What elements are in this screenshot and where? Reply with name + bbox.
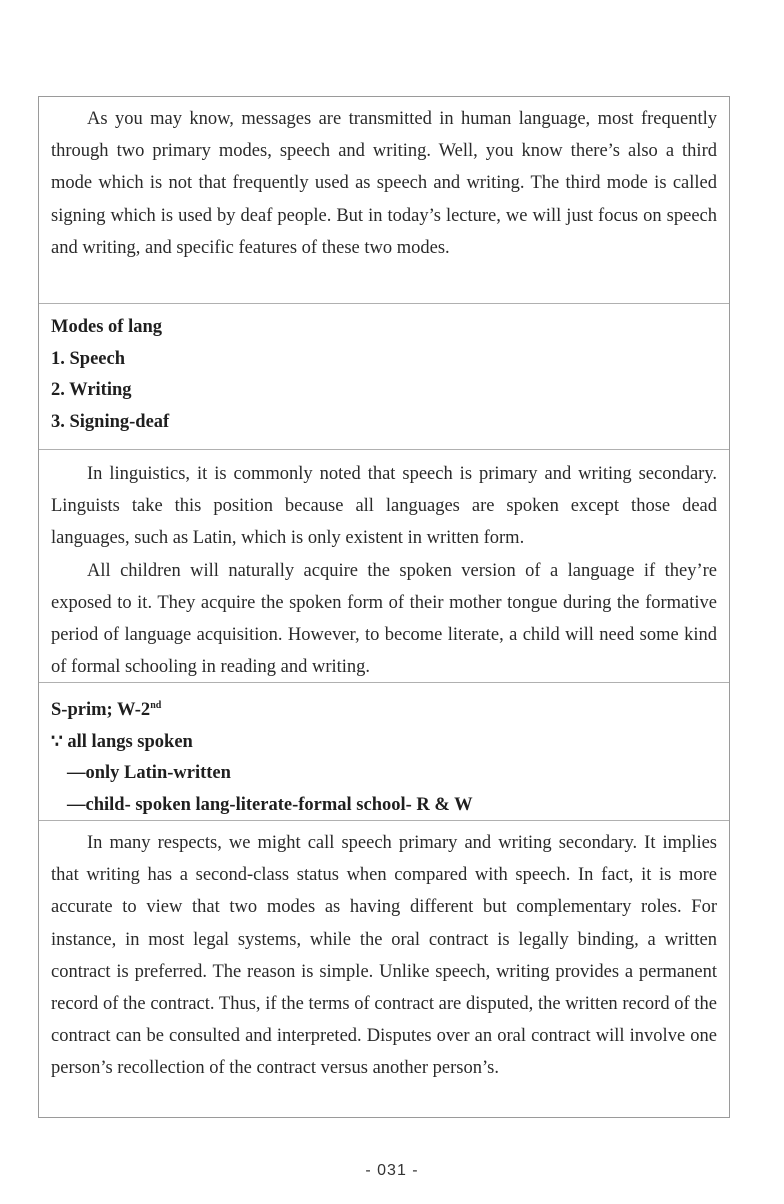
- lecture-paragraph-block-3: [39, 820, 729, 1117]
- notes-block-1: [39, 303, 729, 449]
- notes-table: [38, 96, 730, 1118]
- note-line: 1. Speech: [51, 348, 125, 369]
- paragraph: As you may know, messages are transmitted in human language, most frequently through two primary modes, speech and writing. Well, you know there’s also a third mode which is not that frequently used as speech and writing. The third mode is called signing which is used by deaf people. But in today’s lecture, we will just focus on speech and writing, and specific features of these two modes.: [51, 109, 717, 258]
- note-line: Modes of lang: [51, 317, 162, 337]
- note-line: ∵ all langs spoken: [51, 731, 193, 752]
- page-number: - 031 -: [365, 1162, 419, 1179]
- note-line: —child- spoken lang-literate-formal school- R & W: [67, 794, 473, 815]
- note-text: S-prim; W-2: [51, 700, 151, 720]
- paragraph: All children will naturally acquire the spoken version of a language if they’re exposed to it. They acquire the spoken form of their mother tongue during the formative period of language acquisition. However, to become literate, a child will need some kind of formal schooling in reading and writing.: [51, 560, 717, 678]
- note-line: 3. Signing-deaf: [51, 411, 170, 432]
- note-line: 2. Writing: [51, 380, 132, 400]
- paragraph: In many respects, we might call speech primary and writing secondary. It implies that writing has a second-class status when compared with speech. In fact, it is more accurate to view that two modes as having different but complementary roles. For instance, in most legal systems, while the oral contract is legally binding, a written contract is preferred. The reason is simple. Unlike speech, writing provides a permanent record of the contract. Thus, if the terms of contract are disputed, the written record of the contract can be consulted and interpreted. Disputes over an oral contract will involve one person’s recollection of the contract versus another person’s.: [51, 833, 717, 1079]
- notes-block-2: [39, 682, 729, 820]
- lecture-paragraph-block-1: [39, 97, 729, 303]
- paragraph: In linguistics, it is commonly noted that speech is primary and writing secondary. Linguists take this position because all languages are spoken except those dead languages, such as Latin, which is only existent in written form.: [51, 464, 717, 549]
- superscript: nd: [150, 699, 162, 711]
- lecture-paragraph-block-2: [39, 449, 729, 682]
- note-line: —only Latin-written: [67, 763, 231, 783]
- note-line: [51, 695, 717, 727]
